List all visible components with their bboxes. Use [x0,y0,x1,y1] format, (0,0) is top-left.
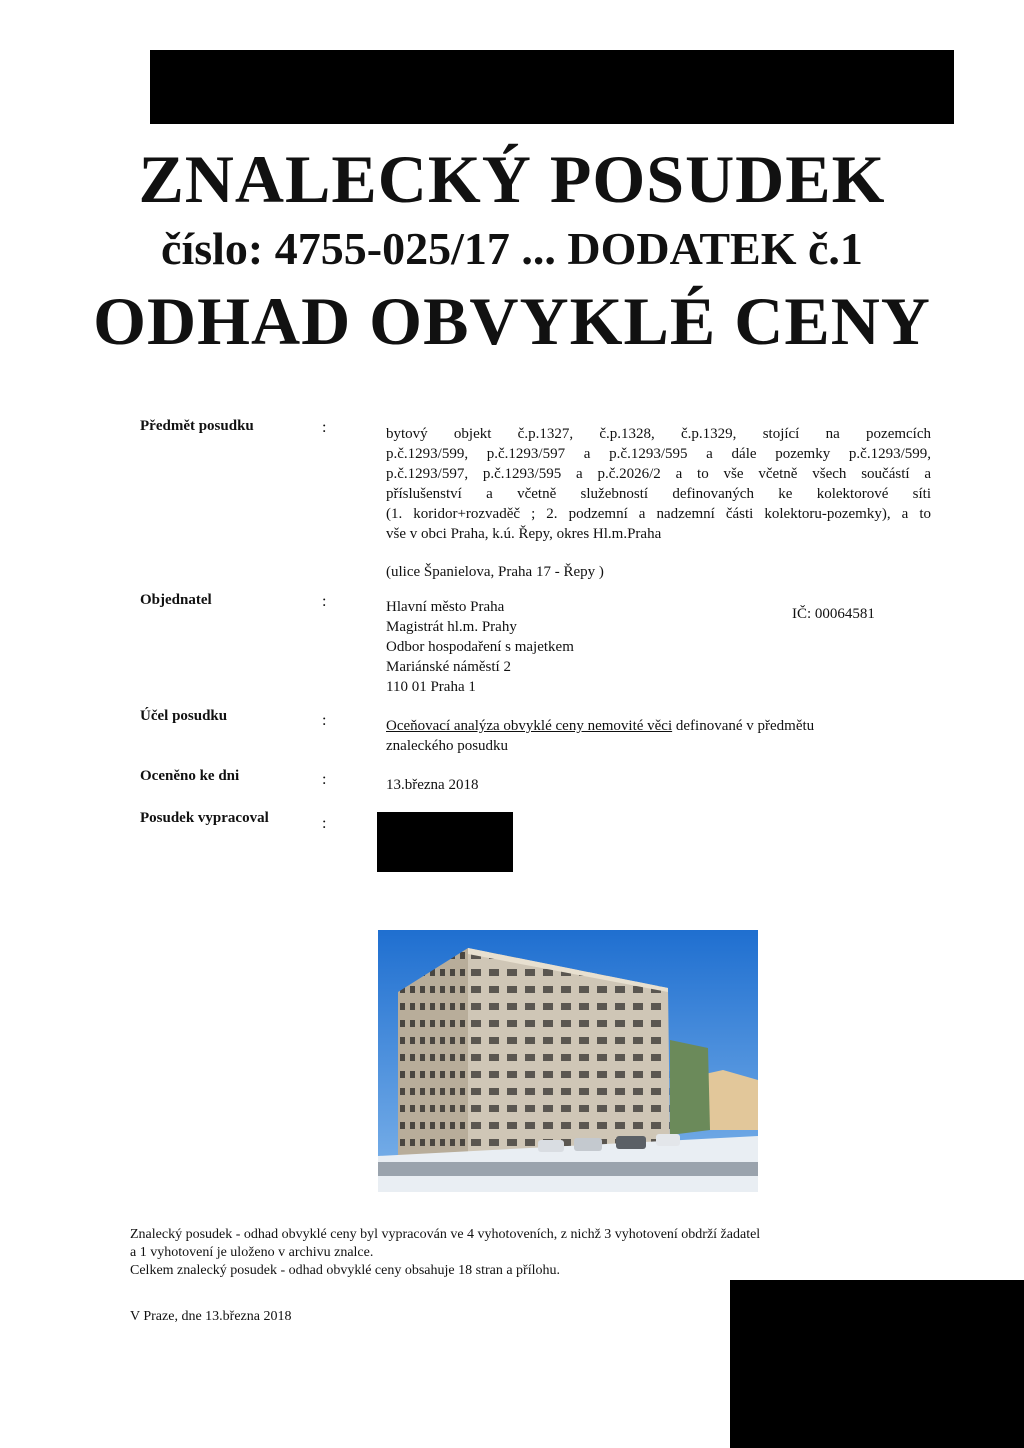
purpose-line-2: znaleckého posudku [386,738,509,754]
subject-line: p.č.1293/599, p.č.1293/597 a p.č.1293/595 a dále pozemky p.č.1293/599, [386,446,931,462]
redaction-box-signature [730,1280,1024,1448]
subject-street: (ulice Španielova, Praha 17 - Řepy ) [386,564,604,580]
subject-line: bytový objekt č.p.1327, č.p.1328, č.p.1329, stojící na pozemcích [386,426,931,442]
subject-colon: : [322,419,327,436]
subject-line: příslušenství a včetně služebností definovaných ke kolektorové síti [386,486,931,502]
parked-car [538,1140,564,1152]
client-line: 110 01 Praha 1 [386,679,476,695]
document-number: číslo: 4755-025/17 ... DODATEK č.1 [161,223,863,274]
redaction-box-author [377,812,513,872]
footer-line: a 1 vyhotovení je uloženo v archivu znalce. [130,1245,374,1260]
valuation-date-colon: : [322,771,327,788]
purpose-label: Účel posudku [140,708,228,724]
purpose-colon: : [322,712,327,729]
subject-line: (1. koridor+rozvaděč ; 2. podzemní a nadzemní části kolektoru-pozemky), a to [386,506,931,522]
client-address [386,597,574,697]
purpose-line-1 [386,716,926,736]
road [378,1162,758,1176]
author-colon: : [322,815,327,832]
client-line: Mariánské náměstí 2 [386,659,511,675]
parked-car [574,1138,602,1151]
valuation-date-value: 13.března 2018 [386,777,479,793]
valuation-date-label: Oceněno ke dni [140,768,240,784]
footer-line: Znalecký posudek - odhad obvyklé ceny byl vypracován ve 4 vyhotoveních, z nichž 3 vyhotovení obdrží žadatel [130,1227,761,1242]
purpose-main: Oceňovací analýza obvyklé ceny nemovité věci [386,718,673,734]
footer-note [130,1226,760,1280]
subject-description [386,424,931,544]
subject-label: Předmět posudku [140,418,254,434]
document-title: ZNALECKÝ POSUDEK [138,141,886,217]
subject-line: vše v obci Praha, k.ú. Řepy, okres Hl.m.Praha [386,526,662,542]
document-subtitle: ODHAD OBVYKLÉ CENY [93,283,931,359]
client-label: Objednatel [140,592,212,608]
client-line: Odbor hospodaření s majetkem [386,639,574,655]
client-colon: : [322,593,327,610]
client-ic: IČ: 00064581 [792,606,875,622]
trees [670,1040,710,1135]
author-label: Posudek vypracoval [140,810,269,826]
client-line: Hlavní město Praha [386,599,505,615]
client-line: Magistrát hl.m. Prahy [386,619,517,635]
redaction-bar-top [150,50,954,124]
subject-line: p.č.1293/597, p.č.1293/595 a p.č.2026/2 a to vše včetně všech součástí a [386,466,931,482]
parked-car [616,1136,646,1149]
building-photo [378,930,758,1192]
purpose-rest: definované v předmětu [672,718,815,734]
footer-line: Celkem znalecký posudek - odhad obvyklé ceny obsahuje 18 stran a přílohu. [130,1263,560,1278]
footer-place-date: V Praze, dne 13.března 2018 [130,1309,292,1324]
parked-car [656,1134,680,1146]
purpose-text [386,716,926,756]
